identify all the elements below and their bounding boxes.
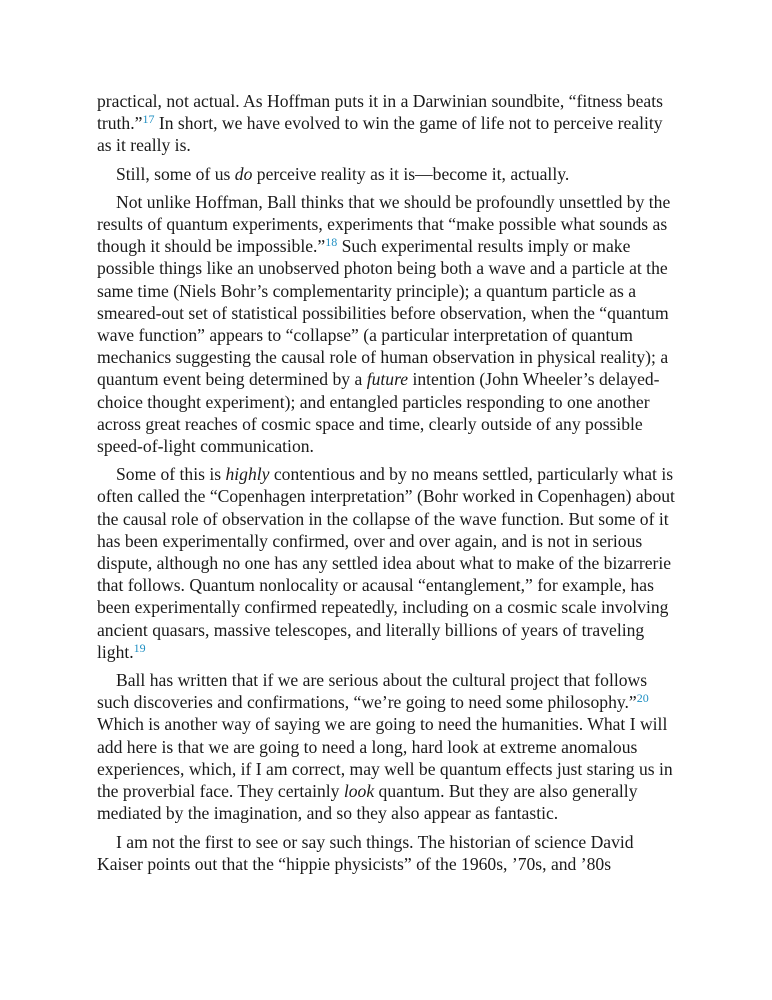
footnote-reference[interactable]: 17 — [142, 112, 155, 127]
body-text — [97, 90, 677, 881]
text-run: quantum. But they are also generally mediated by the imagination, and so they also appear as fantastic. — [97, 781, 638, 824]
text-run: Such experimental results imply or make possible things like an unobserved photon being both a wave and a particle at the same time (Niels Bohr’s complementarity principle); a quantum particle as a smeared-out set of statistical possibilities before observation, when the “quantum wave function” appears to “collapse” (a particular interpretation of quantum mechanics suggesting the causal role of human observation in physical reality); a quantum event being determined by a — [97, 236, 669, 390]
paragraph — [97, 463, 677, 663]
text-run: practical, not actual. As Hoffman puts it in a Darwinian soundbite, “fitness beats truth.” — [97, 91, 663, 134]
text-run: Which is another way of saying we are going to need the humanities. What I will add here is that we are going to need a long, hard look at extreme anomalous experiences, which, if I am correct, may well be quantum effects just staring us in the proverbial face. They certainly — [97, 714, 673, 802]
footnote-reference[interactable]: 20 — [636, 691, 649, 706]
emphasized-text: highly — [225, 464, 270, 485]
paragraph — [97, 90, 677, 157]
paragraph — [97, 163, 677, 185]
text-run: contentious and by no means settled, particularly what is often called the “Copenhagen interpretation” (Bohr worked in Copenhagen) about the causal role of observation in the collapse of the wave function. But some of it has been experimentally confirmed, over and over again, and is not in serious dispute, although no one has any settled idea about what to make of the bizarrerie that follows. Quantum nonlocality or acausal “entanglement,” for example, has been experimentally confirmed repeatedly, including on a cosmic scale involving ancient quasars, massive telescopes, and literally billions of years of traveling light. — [97, 464, 675, 662]
emphasized-text: future — [366, 369, 409, 390]
emphasized-text: do — [234, 163, 253, 184]
text-run: Not unlike Hoffman, Ball thinks that we should be profoundly unsettled by the results of quantum experiments, experiments that “make possible what sounds as though it should be impossible.” — [97, 191, 671, 257]
text-run: In short, we have evolved to win the game of life not to perceive reality as it really is. — [97, 113, 663, 156]
footnote-reference[interactable]: 19 — [133, 640, 146, 655]
text-run: intention (John Wheeler’s delayed-choice thought experiment); and entangled particles responding to one another across great reaches of cosmic space and time, clearly outside of any possible speed-of-light communication. — [97, 369, 660, 457]
paragraph — [97, 831, 677, 875]
text-run: Some of this is — [116, 464, 226, 485]
paragraph — [97, 191, 677, 457]
text-run: perceive reality as it is—become it, actually. — [252, 163, 570, 184]
text-run: Still, some of us — [116, 163, 235, 184]
footnote-reference[interactable]: 18 — [325, 235, 338, 250]
emphasized-text: look — [343, 781, 375, 802]
paragraph — [97, 669, 677, 824]
text-run: Ball has written that if we are serious about the cultural project that follows such discoveries and confirmations, “we’re going to need some philosophy.” — [97, 670, 648, 713]
text-run: I am not the first to see or say such things. The historian of science David Kaiser points out that the “hippie physicists” of the 1960s, ’70s, and ’80s — [97, 831, 634, 874]
